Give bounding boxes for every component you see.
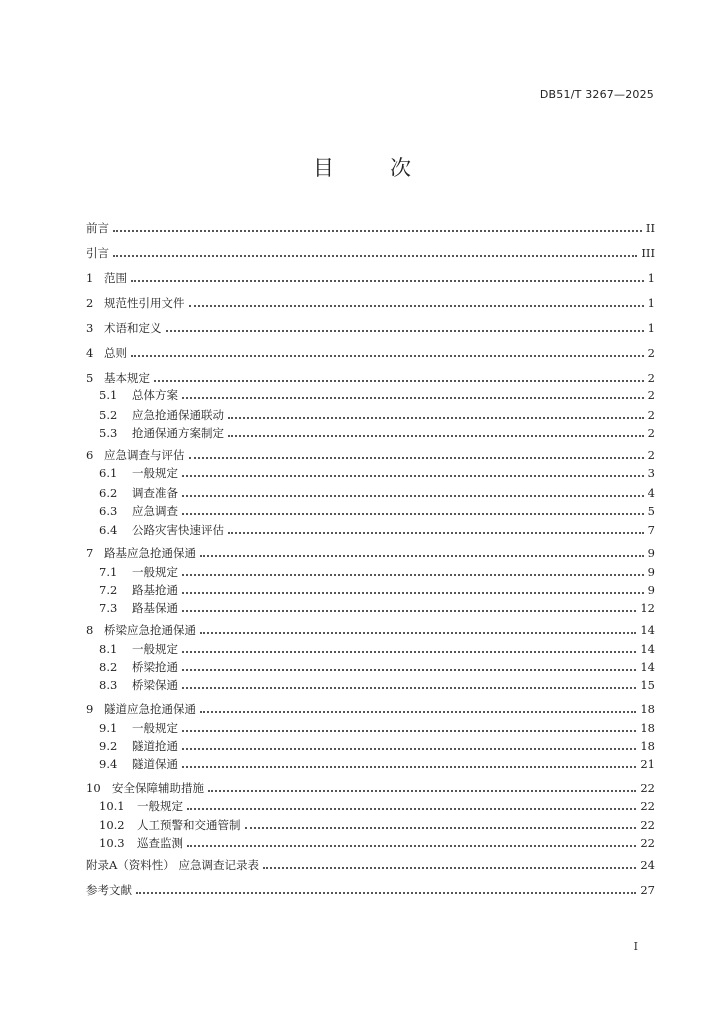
toc-subentry[interactable] — [99, 522, 655, 538]
toc-entry-page: II — [645, 221, 655, 235]
toc-entry-number: 7 — [86, 546, 94, 560]
toc-entry-number: 7.2 — [99, 583, 118, 597]
toc-entry-page: 2 — [647, 408, 655, 422]
dot-leader — [187, 845, 636, 847]
toc-entry-page: 22 — [640, 799, 655, 813]
toc-entry[interactable] — [86, 270, 655, 286]
dot-leader — [228, 532, 644, 534]
toc-entry-label: 巡查监测 — [137, 836, 183, 850]
toc-subentry[interactable] — [99, 564, 655, 580]
toc-entry-number: 8.3 — [99, 678, 118, 692]
title-char-1: 目 — [313, 156, 334, 180]
toc-entry[interactable] — [86, 701, 655, 717]
toc-entry-label: 一般规定 — [132, 642, 178, 656]
dot-leader — [166, 330, 644, 332]
toc-entry-page: III — [641, 246, 655, 260]
dot-leader — [200, 555, 644, 557]
dot-leader — [182, 495, 644, 497]
dot-leader — [208, 790, 636, 792]
toc-entry-label: 应急调查与评估 — [104, 448, 185, 462]
toc-entry-label: 规范性引用文件 — [104, 296, 185, 310]
toc-entry-label: 路基应急抢通保通 — [104, 546, 196, 560]
dot-leader — [182, 687, 636, 689]
toc-entry-number: 3 — [86, 321, 94, 335]
toc-entry-page: 2 — [647, 346, 655, 360]
toc-subentry[interactable] — [99, 641, 655, 657]
toc-entry-page: 22 — [640, 781, 655, 795]
toc-entry-page: 18 — [640, 739, 655, 753]
dot-leader — [182, 574, 644, 576]
toc-entry-number: 10.1 — [99, 799, 125, 813]
toc-entry-number: 5.2 — [99, 408, 118, 422]
toc-entry[interactable] — [86, 780, 655, 796]
toc-entry-page: 18 — [640, 721, 655, 735]
toc-subentry[interactable] — [99, 738, 655, 754]
toc-subentry[interactable] — [99, 387, 655, 403]
toc-entry-label: 一般规定 — [132, 721, 178, 735]
toc-entry-number: 1 — [86, 271, 94, 285]
page-title — [0, 152, 724, 182]
dot-leader — [245, 827, 637, 829]
toc-entry-number: 6 — [86, 448, 94, 462]
toc-entry-number: 8.2 — [99, 660, 118, 674]
dot-leader — [131, 355, 644, 357]
dot-leader — [131, 280, 644, 282]
toc-entry-number: 5.3 — [99, 426, 118, 440]
toc-entry[interactable] — [86, 345, 655, 361]
toc-entry[interactable] — [86, 882, 655, 898]
toc-subentry[interactable] — [99, 835, 655, 851]
toc-entry[interactable] — [86, 622, 655, 638]
toc-entry-label: 引言 — [86, 246, 109, 260]
toc-entry-label: 桥梁保通 — [132, 678, 178, 692]
toc-entry-page: 15 — [640, 678, 655, 692]
toc-entry[interactable] — [86, 295, 655, 311]
toc-entry-page: 9 — [647, 565, 655, 579]
toc-entry-page: 2 — [647, 388, 655, 402]
toc-entry-number: 9.2 — [99, 739, 118, 753]
toc-entry-page: 14 — [640, 660, 655, 674]
toc-subentry[interactable] — [99, 720, 655, 736]
toc-entry-number: 10.3 — [99, 836, 125, 850]
toc-entry-page: 9 — [647, 583, 655, 597]
toc-subentry[interactable] — [99, 677, 655, 693]
toc-entry-label: 抢通保通方案制定 — [132, 426, 224, 440]
dot-leader — [182, 748, 636, 750]
toc-entry-label: 桥梁应急抢通保通 — [104, 623, 196, 637]
dot-leader — [113, 230, 642, 232]
dot-leader — [228, 435, 644, 437]
toc-entry-page: 3 — [647, 466, 655, 480]
dot-leader — [182, 766, 636, 768]
toc-entry-label: 隧道保通 — [132, 757, 178, 771]
toc-subentry[interactable] — [99, 582, 655, 598]
dot-leader — [200, 711, 636, 713]
toc-entry-number: 10.2 — [99, 818, 125, 832]
toc-entry-number: 10 — [86, 781, 101, 795]
toc-entry-number: 4 — [86, 346, 94, 360]
toc-entry-page: 24 — [640, 858, 655, 872]
dot-leader — [182, 730, 636, 732]
toc-subentry[interactable] — [99, 817, 655, 833]
toc-entry-number: 7.3 — [99, 601, 118, 615]
dot-leader — [182, 475, 644, 477]
toc-entry-page: 5 — [647, 504, 655, 518]
dot-leader — [189, 305, 644, 307]
toc-entry[interactable] — [86, 370, 655, 386]
toc-entry-page: 14 — [640, 642, 655, 656]
toc-entry-label: 桥梁抢通 — [132, 660, 178, 674]
toc-entry-label: 前言 — [86, 221, 109, 235]
toc-entry-label: 隧道应急抢通保通 — [104, 702, 196, 716]
toc-entry-number: 6.3 — [99, 504, 118, 518]
toc-subentry[interactable] — [99, 503, 655, 519]
toc-entry-label: 术语和定义 — [104, 321, 162, 335]
toc-entry[interactable] — [86, 545, 655, 561]
toc-subentry[interactable] — [99, 407, 655, 423]
toc-entry[interactable] — [86, 857, 655, 873]
dot-leader — [200, 632, 636, 634]
toc-entry-page: 7 — [647, 523, 655, 537]
toc-entry-label: 路基保通 — [132, 601, 178, 615]
toc-entry-label: 一般规定 — [132, 565, 178, 579]
toc-entry-label: 一般规定 — [132, 466, 178, 480]
toc-entry-page: 22 — [640, 818, 655, 832]
toc-entry-number: 9.4 — [99, 757, 118, 771]
toc-entry-label: 附录A（资料性） 应急调查记录表 — [86, 858, 259, 872]
toc-entry-label: 隧道抢通 — [132, 739, 178, 753]
toc-entry-page: 1 — [647, 321, 655, 335]
toc-entry[interactable] — [86, 220, 655, 236]
dot-leader — [189, 457, 644, 459]
toc-entry-page: 21 — [640, 757, 655, 771]
toc-entry-number: 6.2 — [99, 486, 118, 500]
toc-entry-label: 基本规定 — [104, 371, 150, 385]
toc-entry-number: 8 — [86, 623, 94, 637]
toc-subentry[interactable] — [99, 425, 655, 441]
toc-entry-label: 调查准备 — [132, 486, 178, 500]
toc-entry-label: 应急调查 — [132, 504, 178, 518]
dot-leader — [263, 867, 636, 869]
dot-leader — [182, 397, 644, 399]
toc-entry-label: 公路灾害快速评估 — [132, 523, 224, 537]
toc-entry-number: 6.1 — [99, 466, 118, 480]
toc-entry-label: 范围 — [104, 271, 127, 285]
toc-entry-page: 14 — [640, 623, 655, 637]
toc-entry-number: 9 — [86, 702, 94, 716]
toc-entry-page: 18 — [640, 702, 655, 716]
toc-entry-label: 应急抢通保通联动 — [132, 408, 224, 422]
dot-leader — [182, 592, 644, 594]
toc-subentry[interactable] — [99, 659, 655, 675]
toc-entry-page: 27 — [640, 883, 655, 897]
toc-entry-label: 一般规定 — [137, 799, 183, 813]
toc-entry-page: 2 — [647, 426, 655, 440]
toc-subentry[interactable] — [99, 465, 655, 481]
dot-leader — [228, 417, 644, 419]
toc-entry-label: 参考文献 — [86, 883, 132, 897]
dot-leader — [187, 808, 636, 810]
toc-entry-number: 8.1 — [99, 642, 118, 656]
toc-entry-number: 2 — [86, 296, 94, 310]
toc-entry-page: 9 — [647, 546, 655, 560]
toc-entry-label: 人工预警和交通管制 — [137, 818, 241, 832]
toc-subentry[interactable] — [99, 798, 655, 814]
toc-entry[interactable] — [86, 447, 655, 463]
toc-entry-page: 1 — [647, 271, 655, 285]
toc-entry-page: 22 — [640, 836, 655, 850]
dot-leader — [182, 651, 636, 653]
toc-subentry[interactable] — [99, 485, 655, 501]
toc-entry[interactable] — [86, 245, 655, 261]
document-code: DB51/T 3267—2025 — [539, 88, 654, 101]
title-char-2: 次 — [390, 156, 411, 180]
toc-entry-label: 路基抢通 — [132, 583, 178, 597]
toc-entry-page: 4 — [647, 486, 655, 500]
toc-entry-label: 总则 — [104, 346, 127, 360]
toc-subentry[interactable] — [99, 600, 655, 616]
dot-leader — [182, 669, 636, 671]
dot-leader — [113, 255, 637, 257]
dot-leader — [182, 610, 636, 612]
dot-leader — [154, 380, 644, 382]
toc-subentry[interactable] — [99, 756, 655, 772]
dot-leader — [136, 892, 636, 894]
toc-entry-label: 安全保障辅助措施 — [112, 781, 204, 795]
toc-entry-number: 6.4 — [99, 523, 118, 537]
toc-entry-label: 总体方案 — [132, 388, 178, 402]
toc-entry-page: 2 — [647, 371, 655, 385]
toc-entry-number: 7.1 — [99, 565, 118, 579]
toc-entry-number: 9.1 — [99, 721, 118, 735]
dot-leader — [182, 513, 644, 515]
toc-entry[interactable] — [86, 320, 655, 336]
toc-entry-number: 5 — [86, 371, 94, 385]
toc-entry-page: 1 — [647, 296, 655, 310]
toc-entry-number: 5.1 — [99, 388, 118, 402]
toc-entry-page: 2 — [647, 448, 655, 462]
toc-entry-page: 12 — [640, 601, 655, 615]
page-number: I — [633, 940, 638, 953]
